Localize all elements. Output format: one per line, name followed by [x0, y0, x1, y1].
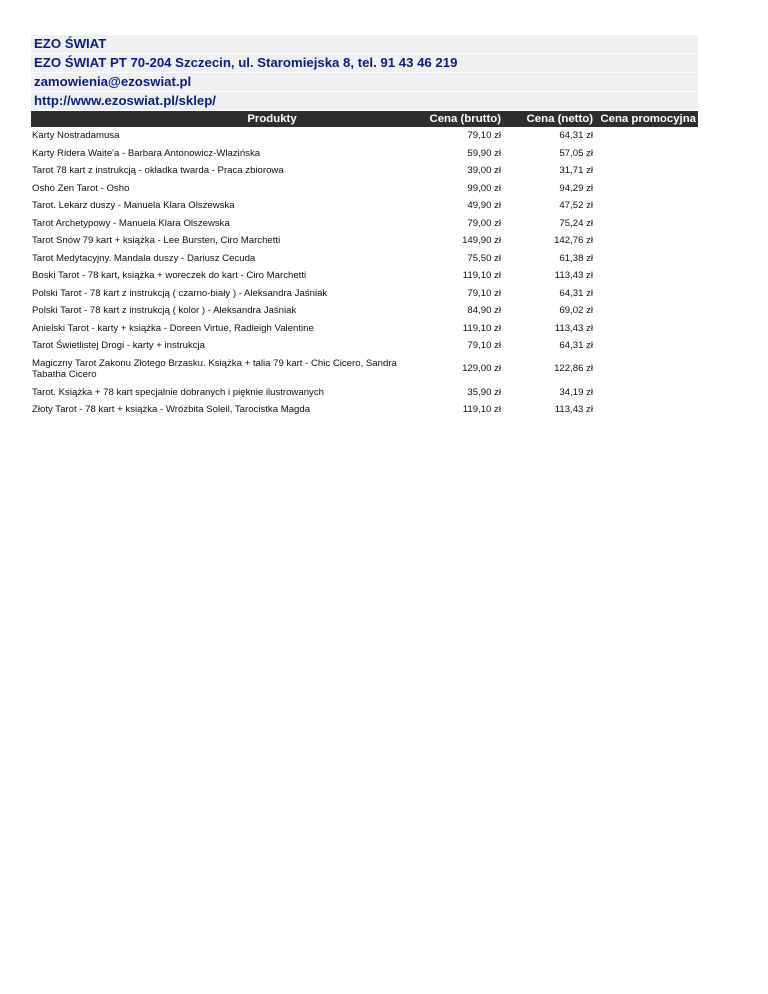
product-name: Polski Tarot - 78 kart z instrukcją ( kolor ) - Aleksandra Jaśniak [32, 305, 297, 316]
price-promo [597, 162, 698, 180]
price-promo [597, 302, 698, 320]
table-row [31, 127, 698, 145]
price-gross: 79,10 zł [467, 340, 501, 351]
product-name: Karty Ridera Waite'a - Barbara Antonowicz-Wlazińska [32, 147, 261, 159]
price-net: 122,86 zł [554, 363, 593, 375]
price-gross: 79,10 zł [467, 287, 501, 299]
price-list [31, 35, 698, 419]
price-gross: 75,50 zł [467, 252, 501, 264]
header-price-gross: Cena (brutto) [408, 111, 505, 127]
product-name: Anielski Tarot - karty + książka - Doreen Virtue, Radleigh Valentine [32, 322, 314, 334]
table-row [31, 180, 698, 198]
price-gross: 84,90 zł [467, 305, 501, 316]
table-row [31, 162, 698, 180]
table-row [31, 232, 698, 250]
price-gross: 129,00 zł [462, 363, 501, 375]
price-promo [597, 250, 698, 268]
price-gross: 119,10 zł [462, 322, 501, 334]
product-name: Złoty Tarot - 78 kart + książka - Wróżbita Soleil, Tarocistka Magda [32, 404, 311, 415]
price-net: 31,71 zł [559, 165, 593, 176]
header-price-promo: Cena promocyjna [597, 111, 698, 127]
shop-address: EZO ŚWIAT PT 70-204 Szczecin, ul. Staromiejska 8, tel. 91 43 46 219 [31, 54, 698, 72]
price-net: 113,43 zł [554, 322, 593, 334]
price-net: 34,19 zł [559, 386, 593, 398]
price-net: 94,29 zł [559, 182, 593, 194]
price-gross: 79,00 zł [467, 217, 501, 229]
price-promo [597, 337, 698, 355]
product-table [31, 111, 698, 419]
price-gross: 119,10 zł [462, 404, 501, 415]
price-promo [597, 384, 698, 402]
price-promo [597, 145, 698, 163]
product-name: Osho Zen Tarot - Osho [32, 182, 130, 194]
product-name: Tarot Snów 79 kart + książka - Lee Bursten, Ciro Marchetti [32, 235, 281, 246]
price-promo [597, 355, 698, 384]
price-net: 47,52 zł [559, 200, 593, 211]
price-promo [597, 320, 698, 338]
price-promo [597, 180, 698, 198]
product-name: Karty Nostradamusa [32, 130, 120, 141]
product-name: Tarot Archetypowy - Manuela Klara Olszewska [32, 217, 230, 229]
header-price-net: Cena (netto) [505, 111, 597, 127]
product-name: Polski Tarot - 78 kart z instrukcją ( czarno-biały ) - Aleksandra Jaśniak [32, 287, 328, 299]
price-gross: 119,10 zł [462, 270, 501, 281]
price-net: 75,24 zł [559, 217, 593, 229]
header-products: Produkty [31, 111, 408, 127]
price-net: 64,31 zł [559, 287, 593, 299]
price-net: 113,43 zł [554, 270, 593, 281]
price-promo [597, 401, 698, 419]
product-name: Tarot 78 kart z instrukcją - okładka twarda - Praca zbiorowa [32, 165, 284, 176]
table-row [31, 250, 698, 268]
table-row [31, 337, 698, 355]
price-net: 113,43 zł [554, 404, 593, 415]
price-net: 64,31 zł [559, 340, 593, 351]
price-gross: 39,00 zł [467, 165, 501, 176]
price-gross: 149,90 zł [462, 235, 501, 246]
table-row [31, 215, 698, 233]
table-row [31, 267, 698, 285]
price-net: 142,76 zł [554, 235, 593, 246]
price-promo [597, 232, 698, 250]
table-row [31, 285, 698, 303]
table-header-row [31, 111, 698, 127]
price-net: 69,02 zł [559, 305, 593, 316]
price-gross: 79,10 zł [467, 130, 501, 141]
table-row [31, 401, 698, 419]
table-row [31, 197, 698, 215]
price-promo [597, 267, 698, 285]
price-gross: 49,90 zł [467, 200, 501, 211]
price-gross: 35,90 zł [467, 386, 501, 398]
product-name: Tarot Medytacyjny. Mandala duszy - Dariusz Cecuda [32, 252, 256, 264]
product-name: Tarot Świetlistej Drogi - karty + instrukcja [32, 340, 206, 351]
price-promo [597, 215, 698, 233]
table-row [31, 302, 698, 320]
price-promo [597, 197, 698, 215]
shop-name: EZO ŚWIAT [31, 35, 698, 53]
price-gross: 99,00 zł [467, 182, 501, 194]
product-name: Magiczny Tarot Zakonu Złotego Brzasku. Książka + talia 79 kart - Chic Cicero, Sandra Tabatha Cicero [32, 357, 397, 380]
product-name: Tarot. Książka + 78 kart specjalnie dobranych i pięknie ilustrowanych [32, 386, 324, 398]
product-name: Boski Tarot - 78 kart, książka + woreczek do kart - Ciro Marchetti [32, 270, 307, 281]
table-row [31, 320, 698, 338]
table-row [31, 355, 698, 384]
shop-url: http://www.ezoswiat.pl/sklep/ [31, 92, 698, 110]
price-net: 61,38 zł [559, 252, 593, 264]
price-net: 64,31 zł [559, 130, 593, 141]
price-gross: 59,90 zł [467, 147, 501, 159]
product-name: Tarot. Lekarz duszy - Manuela Klara Olszewska [32, 200, 235, 211]
table-row [31, 384, 698, 402]
table-row [31, 145, 698, 163]
price-net: 57,05 zł [559, 147, 593, 159]
price-promo [597, 127, 698, 145]
shop-email: zamowienia@ezoswiat.pl [31, 73, 698, 91]
price-promo [597, 285, 698, 303]
